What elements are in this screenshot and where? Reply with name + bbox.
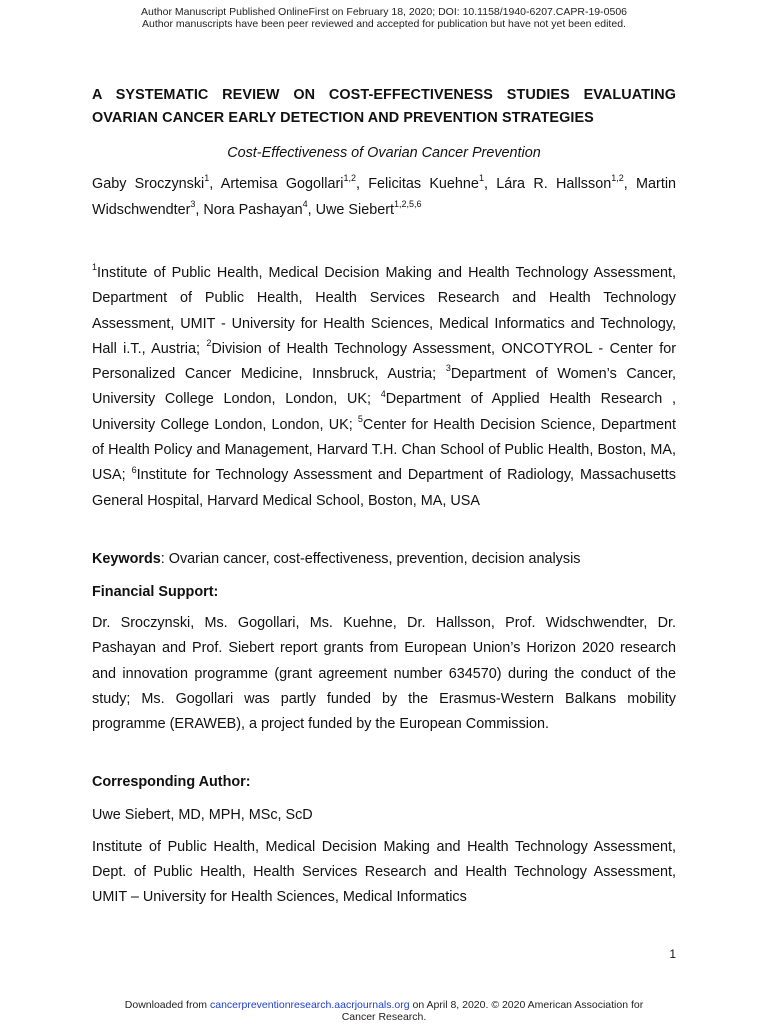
paper-title — [92, 84, 676, 130]
author: Felicitas Kuehne$^1$, — [368, 173, 497, 192]
banner-line-1: Author Manuscript Published OnlineFirst on February 18, 2020; DOI: 10.1158/1940-6207.CAPR-19-0506 — [141, 6, 627, 18]
journal-link[interactable]: cancerpreventionresearch.aacrjournals.org — [209, 999, 410, 1011]
affiliation: $^6$Institute for Technology Assessment and Department of Radiology, Massachusetts General Hospital, Harvard Medical School, Boston, MA, USA — [92, 464, 676, 509]
footer-line-2: Cancer Research. — [341, 1011, 427, 1023]
manuscript-banner — [0, 6, 768, 30]
author: Uwe Siebert$^{1,2,5,6}$ — [315, 198, 422, 218]
keywords-label: Keywords — [92, 551, 161, 567]
corresponding-author-heading: Corresponding Author: — [92, 774, 251, 790]
affiliation: $^5$Center for Health Decision Science, Department of Health Policy and Management, Harvard T.H. Chan School of Public Health, Boston, MA, USA; — [92, 413, 676, 484]
affiliation: $^2$Division of Health Technology Assessment, ONCOTYROL - Center for Personalized Cancer Medicine, Innsbruck, Austria; — [92, 338, 676, 383]
affiliations — [92, 261, 676, 514]
author: Nora Pashayan$^4$, — [203, 198, 316, 218]
footer-prefix: Downloaded from — [124, 999, 210, 1011]
author: Lára R. Hallsson$^{1,2}$, — [496, 173, 637, 192]
financial-support-text: Dr. Sroczynski, Ms. Gogollari, Ms. Kuehne, Dr. Hallsson, Prof. Widschwendter, Dr. Pashayan and Prof. Siebert report grants from European Union’s Horizon 2020 research and innovation programme (grant agreement number 634570) during the conduct of the study; Ms. Gogollari was partly funded by the Erasmus-Western Balkans mobility programme (ERAWEB), a project funded by the European Commission. — [92, 615, 676, 733]
affiliation: $^4$Department of Applied Health Research , University College London, London, UK; — [92, 388, 676, 433]
affiliation: $^3$Department of Women’s Cancer, University College London, London, UK; — [92, 363, 677, 408]
download-footer — [0, 999, 768, 1023]
banner-line-2: Author manuscripts have been peer reviewed and accepted for publication but have not yet been edited. — [142, 18, 626, 30]
author: Martin Widschwendter$^3$, — [92, 176, 677, 218]
author-list — [92, 172, 676, 223]
corresponding-author-address: Institute of Public Health, Medical Decision Making and Health Technology Assessment, Dept. of Public Health, Health Services Research and Health Technology Assessment, UMIT – University for Health Sciences, Medical Informatics — [92, 839, 676, 905]
author: Artemisa Gogollari$^{1,2}$, — [220, 173, 369, 192]
author: Gaby Sroczynski$^1$, — [92, 173, 221, 192]
financial-support-heading: Financial Support: — [92, 584, 219, 600]
affiliation: $^1$Institute of Public Health, Medical Decision Making and Health Technology Assessment, Department of Public Health, Health Services Research and Health Technology Assessment, UMIT - University for Health Sciences, Medical Informatics and Technology, Hall i.T., Austria; — [92, 262, 676, 357]
title-line-2: OVARIAN CANCER EARLY DETECTION AND PREVENTION STRATEGIES — [92, 110, 594, 126]
page-number: 1 — [669, 947, 676, 961]
keywords — [92, 547, 676, 572]
footer-suffix: on April 8, 2020. © 2020 American Association for — [409, 999, 644, 1011]
title-line-1: A SYSTEMATIC REVIEW ON COST-EFFECTIVENESS STUDIES EVALUATING — [92, 87, 676, 103]
running-title: Cost-Effectiveness of Ovarian Cancer Prevention — [227, 145, 541, 161]
keywords-text: : Ovarian cancer, cost-effectiveness, prevention, decision analysis — [160, 551, 581, 567]
corresponding-author-name: Uwe Siebert, MD, MPH, MSc, ScD — [92, 807, 313, 823]
